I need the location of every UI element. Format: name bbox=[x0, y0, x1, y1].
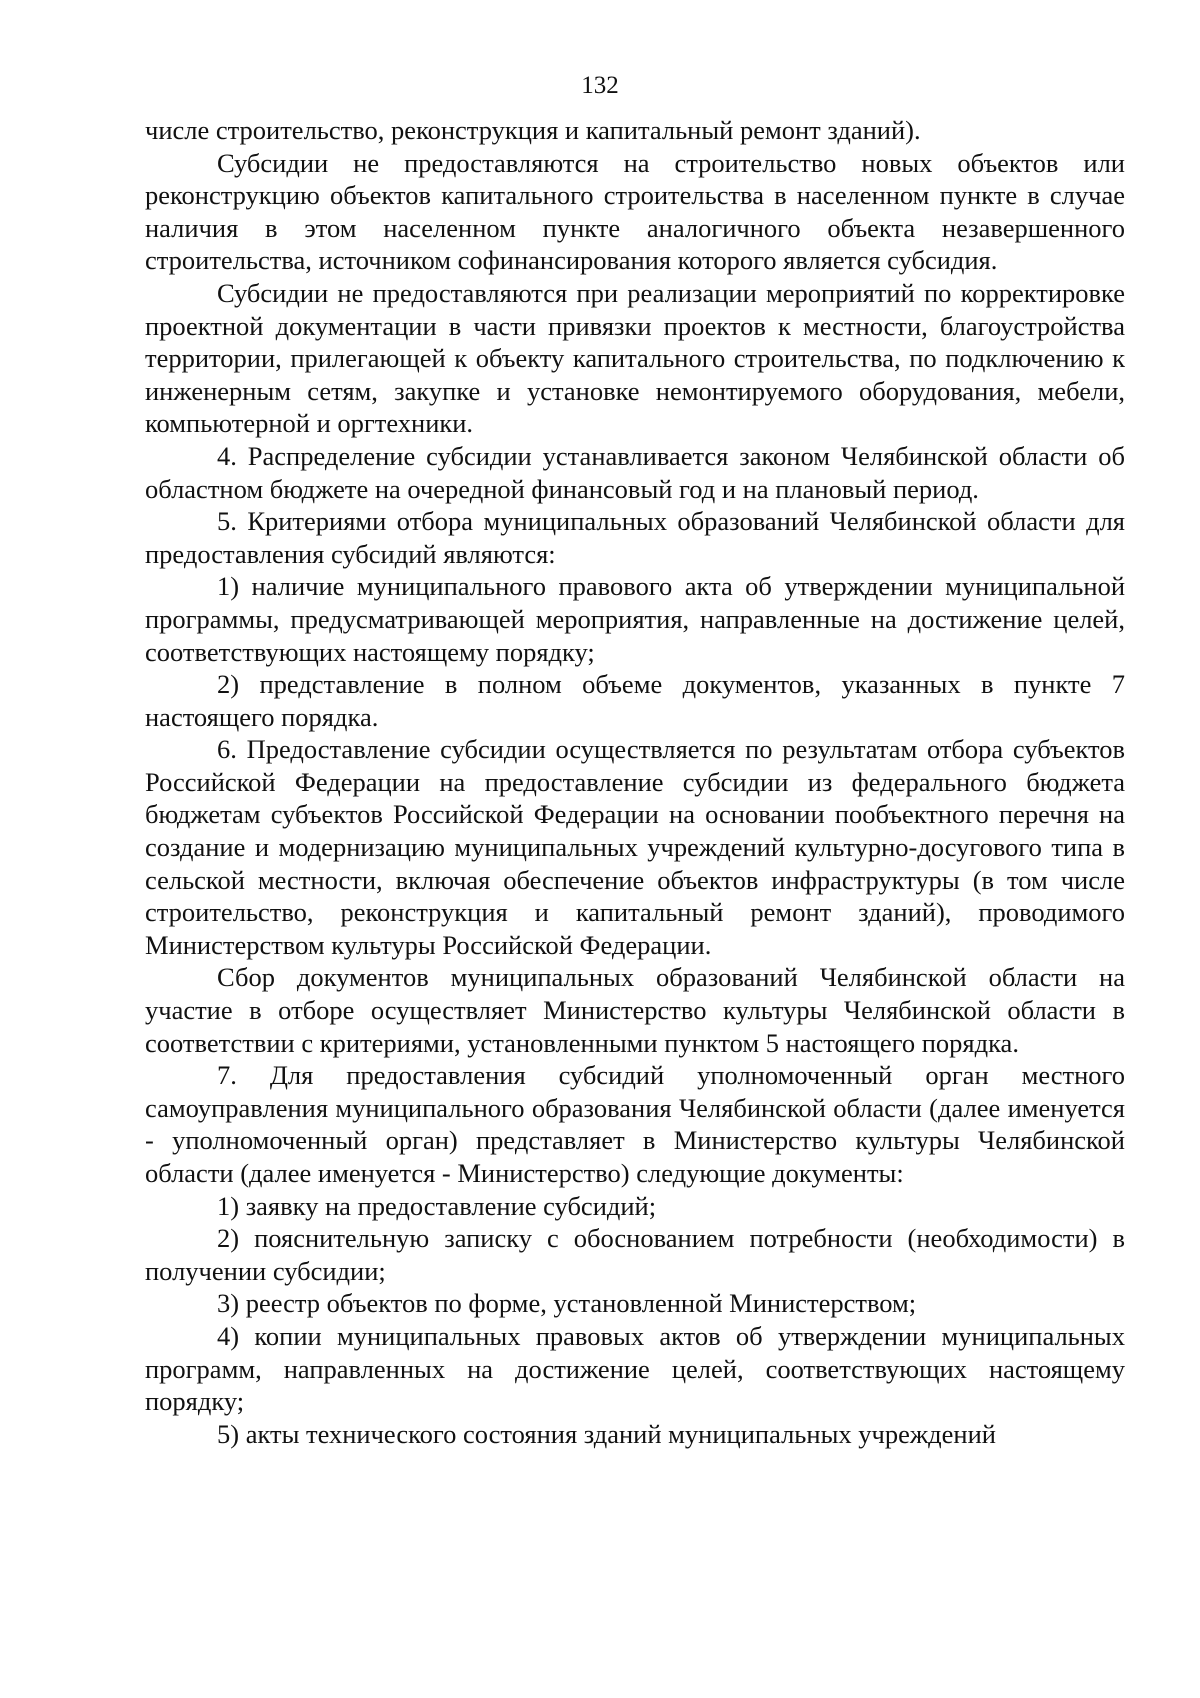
paragraph-item-5: 5. Критериями отбора муниципальных образований Челябинской области для предоставления субсидий являются: bbox=[145, 506, 1125, 569]
paragraph-item-6: 6. Предоставление субсидии осуществляется по результатам отбора субъектов Российской Федерации на предоставление субсидии из федерального бюджета бюджетам субъектов Российской Федерации на основании пообъектного перечня на создание и модернизацию муниципальных учреждений культурно-досугового типа в сельской местности, включая обеспечение объектов инфраструктуры (в том числе строительство, реконструкция и капитальный ремонт зданий), проводимого Министерством культуры Российской Федерации. bbox=[145, 734, 1125, 960]
paragraph-item-7-sub-4: 4) копии муниципальных правовых актов об утверждении муниципальных программ, направленных на достижение целей, соответствующих настоящему порядку; bbox=[145, 1320, 1125, 1417]
paragraph-item-7: 7. Для предоставления субсидий уполномоченный орган местного самоуправления муниципального образования Челябинской области (далее именуется - уполномоченный орган) представляет в Министерство культуры Челябинской области (далее именуется - Министерство) следующие документы: bbox=[145, 1060, 1125, 1188]
page-number: 132 bbox=[581, 72, 619, 99]
paragraph-item-7-sub-2: 2) пояснительную записку с обоснованием потребности (необходимости) в получении субсидии; bbox=[145, 1223, 1125, 1286]
paragraph-continuation: числе строительство, реконструкция и капитальный ремонт зданий). bbox=[145, 115, 921, 145]
paragraph-item-7-sub-5: 5) акты технического состояния зданий муниципальных учреждений bbox=[217, 1418, 996, 1449]
paragraph-subsidy-restriction-design: Субсидии не предоставляются при реализации мероприятий по корректировке проектной документации в части привязки проектов к местности, благоустройства территории, прилегающей к объекту капитального строительства, по подключению к инженерным сетям, закупке и установке немонтируемого оборудования, мебели, компьютерной и оргтехники. bbox=[145, 277, 1125, 439]
paragraph-subsidy-restriction-construction: Субсидии не предоставляются на строительство новых объектов или реконструкцию объектов капитального строительства в населенном пункте в случае наличия в этом населенном пункте аналогичного объекта незавершенного строительства, источником софинансирования которого является субсидия. bbox=[145, 147, 1125, 276]
paragraph-item-7-sub-3: 3) реестр объектов по форме, установленной Министерством; bbox=[217, 1288, 917, 1319]
document-body bbox=[145, 114, 1125, 1450]
paragraph-document-collection: Сбор документов муниципальных образований Челябинской области на участие в отборе осуществляет Министерство культуры Челябинской области в соответствии с критериями, установленными пунктом 5 настоящего порядка. bbox=[145, 962, 1125, 1058]
paragraph-item-5-sub-1: 1) наличие муниципального правового акта об утверждении муниципальной программы, предусматривающей мероприятия, направленные на достижение целей, соответствующих настоящему порядку; bbox=[145, 571, 1125, 667]
paragraph-item-5-sub-2: 2) представление в полном объеме документов, указанных в пункте 7 настоящего порядка. bbox=[145, 669, 1125, 732]
paragraph-item-7-sub-1: 1) заявку на предоставление субсидий; bbox=[217, 1190, 657, 1221]
paragraph-item-4: 4. Распределение субсидии устанавливается законом Челябинской области об областном бюджете на очередной финансовый год и на плановый период. bbox=[145, 440, 1125, 504]
